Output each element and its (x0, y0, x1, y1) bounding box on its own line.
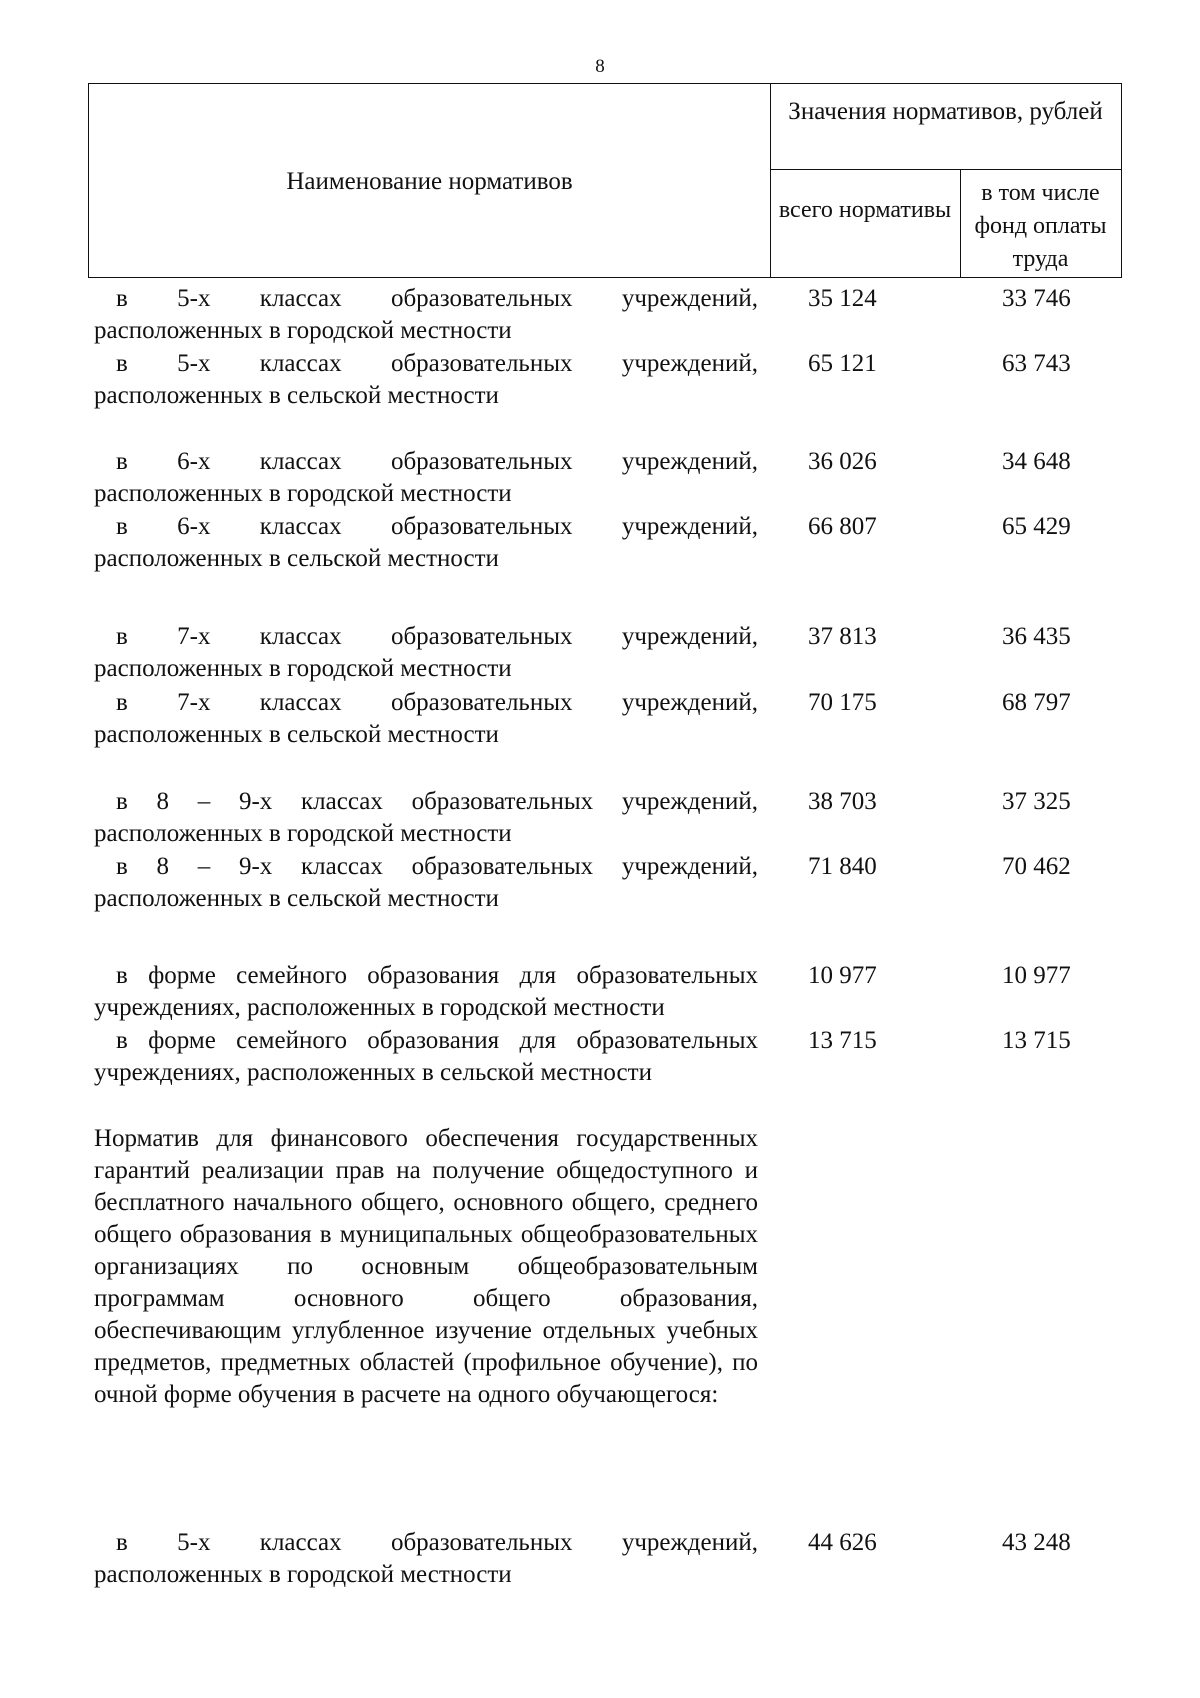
row-fund-value: 13 715 (1002, 1027, 1071, 1054)
row-total-value: 36 026 (808, 448, 877, 475)
row-description: в 5-х классах образовательных учреждений, расположенных в сельской местности (94, 350, 758, 409)
row-description: в 7-х классах образовательных учреждений, расположенных в сельской местности (94, 689, 758, 748)
row-total-value: 38 703 (808, 788, 877, 815)
row-description: в 8 – 9-х классах образовательных учреждений, расположенных в сельской местности (94, 853, 758, 912)
row-description: в 6-х классах образовательных учреждений, расположенных в сельской местности (94, 513, 758, 572)
row-total-value: 35 124 (808, 285, 877, 312)
row-fund-value: 34 648 (1002, 448, 1071, 475)
row-total-value: 37 813 (808, 623, 877, 650)
row-fund-value: 68 797 (1002, 689, 1071, 716)
row-total-value: 70 175 (808, 689, 877, 716)
row-total-value: 10 977 (808, 962, 877, 989)
row-total-value: 66 807 (808, 513, 877, 540)
row-description: в 5-х классах образовательных учреждений, расположенных в городской местности (94, 1529, 758, 1588)
normative-paragraph: Норматив для финансового обеспечения государственных гарантий реализации прав на получение общедоступного и бесплатного начального общего, основного общего, среднего общего образования в муниципальных общеобразовательных организациях по основным общеобразовательным программам основного общего образования, обеспечивающим углубленное изучение отдельных учебных предметов, предметных областей (профильное обучение), по очной форме обучения в расчете на одного обучающегося: (94, 1125, 758, 1408)
row-total-value: 44 626 (808, 1529, 877, 1556)
header-name-column: Наименование нормативов (286, 168, 573, 195)
row-description: в 6-х классах образовательных учреждений, расположенных в городской местности (94, 448, 758, 507)
header-fund-column: в том числе фонд оплаты труда (974, 180, 1107, 272)
row-description: в 7-х классах образовательных учреждений, расположенных в городской местности (94, 623, 758, 682)
page-number: 8 (595, 56, 605, 77)
row-description: в 8 – 9-х классах образовательных учреждений, расположенных в городской местности (94, 788, 758, 847)
row-description: в форме семейного образования для образовательных учреждениях, расположенных в городской местности (94, 962, 758, 1021)
header-total-column: всего нормативы (778, 197, 952, 223)
row-fund-value: 43 248 (1002, 1529, 1071, 1556)
header-divider (770, 169, 1121, 170)
row-fund-value: 65 429 (1002, 513, 1071, 540)
row-description: в форме семейного образования для образовательных учреждениях, расположенных в сельской местности (94, 1027, 758, 1086)
row-fund-value: 70 462 (1002, 853, 1071, 880)
table-header (88, 83, 1122, 278)
row-fund-value: 33 746 (1002, 285, 1071, 312)
row-fund-value: 63 743 (1002, 350, 1071, 377)
row-total-value: 65 121 (808, 350, 877, 377)
row-fund-value: 36 435 (1002, 623, 1071, 650)
row-fund-value: 10 977 (1002, 962, 1071, 989)
row-total-value: 13 715 (808, 1027, 877, 1054)
header-values-column: Значения нормативов, рублей (788, 98, 1103, 125)
row-total-value: 71 840 (808, 853, 877, 880)
row-fund-value: 37 325 (1002, 788, 1071, 815)
row-description: в 5-х классах образовательных учреждений, расположенных в городской местности (94, 285, 758, 344)
